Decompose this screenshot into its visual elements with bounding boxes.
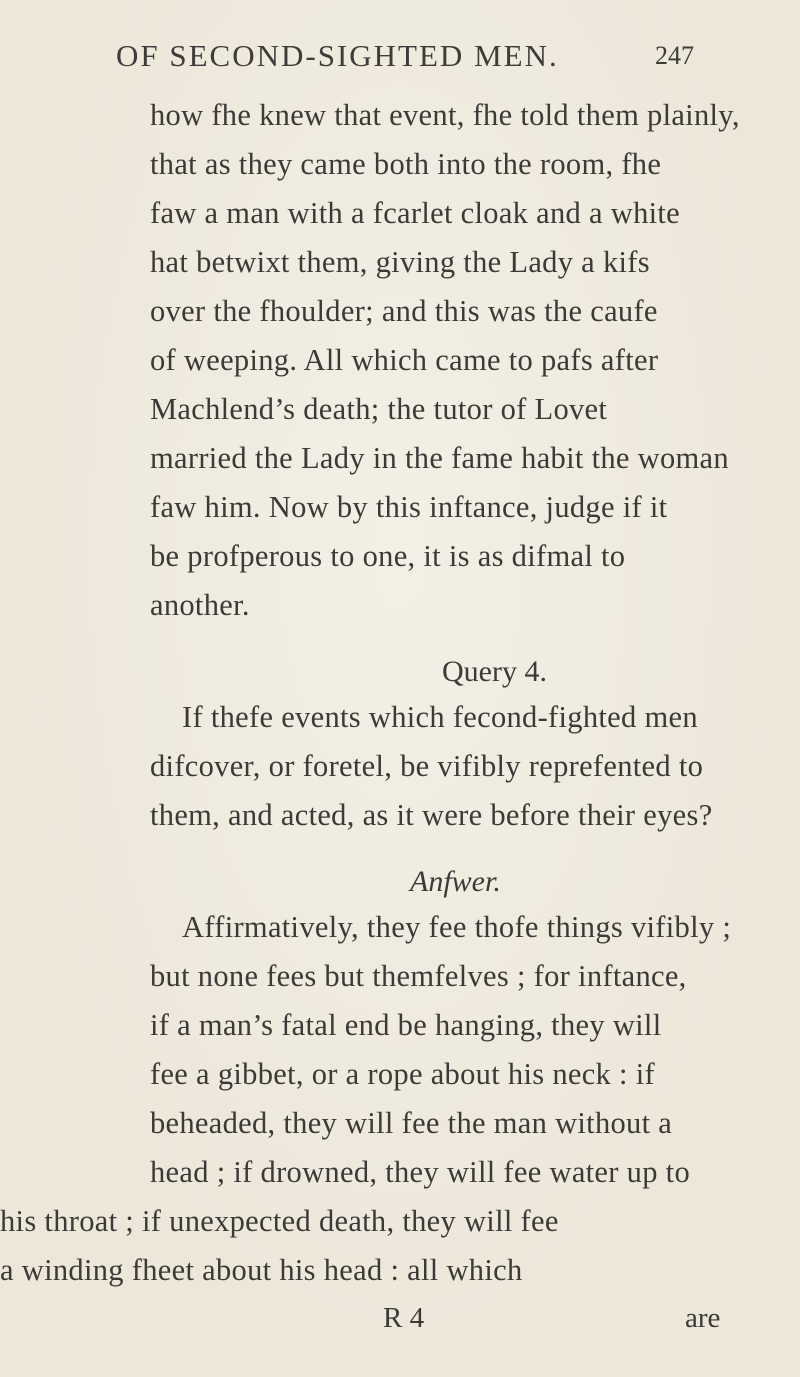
text-line: how fhe knew that event, fhe told them plainly, bbox=[150, 98, 740, 132]
text-line: if a man’s fatal end be hanging, they will bbox=[150, 1008, 662, 1042]
text-line: beheaded, they will fee the man without a bbox=[150, 1106, 673, 1140]
running-title: OF SECOND-SIGHTED MEN. bbox=[116, 38, 559, 73]
text-line: faw a man with a fcarlet cloak and a white bbox=[150, 196, 681, 230]
text-line: another. bbox=[150, 588, 250, 622]
running-head bbox=[0, 38, 800, 88]
text-line: that as they came both into the room, fhe bbox=[150, 147, 662, 181]
answer-heading: Anfwer. bbox=[410, 865, 501, 898]
signature-mark: R 4 bbox=[383, 1302, 425, 1334]
text-line: over the fhoulder; and this was the caufe bbox=[150, 294, 658, 328]
text-line: head ; if drowned, they will fee water up to bbox=[150, 1155, 690, 1189]
text-line: hat betwixt them, giving the Lady a kifs bbox=[150, 245, 650, 279]
text-line: Affirmatively, they fee thofe things vifibly ; bbox=[182, 910, 732, 944]
text-line: but none fees but themfelves ; for inftance, bbox=[150, 959, 687, 993]
text-line: difcover, or foretel, be vifibly reprefented to bbox=[150, 749, 704, 783]
text-line: them, and acted, as it were before their eyes? bbox=[150, 798, 713, 832]
text-line: of weeping. All which came to pafs after bbox=[150, 343, 659, 377]
text-line: his throat ; if unexpected death, they will fee bbox=[0, 1204, 559, 1238]
catchword: are bbox=[685, 1302, 721, 1334]
text-line: fee a gibbet, or a rope about his neck : if bbox=[150, 1057, 655, 1091]
text-line: Machlend’s death; the tutor of Lovet bbox=[150, 392, 608, 426]
text-line: married the Lady in the fame habit the woman bbox=[150, 441, 729, 475]
text-line: If thefe events which fecond-fighted men bbox=[182, 700, 698, 734]
text-line: be profperous to one, it is as difmal to bbox=[150, 539, 626, 573]
query-heading: Query 4. bbox=[442, 655, 547, 688]
text-line: a winding fheet about his head : all which bbox=[0, 1253, 523, 1287]
page-number: 247 bbox=[655, 41, 694, 70]
text-line: faw him. Now by this inftance, judge if it bbox=[150, 490, 668, 524]
